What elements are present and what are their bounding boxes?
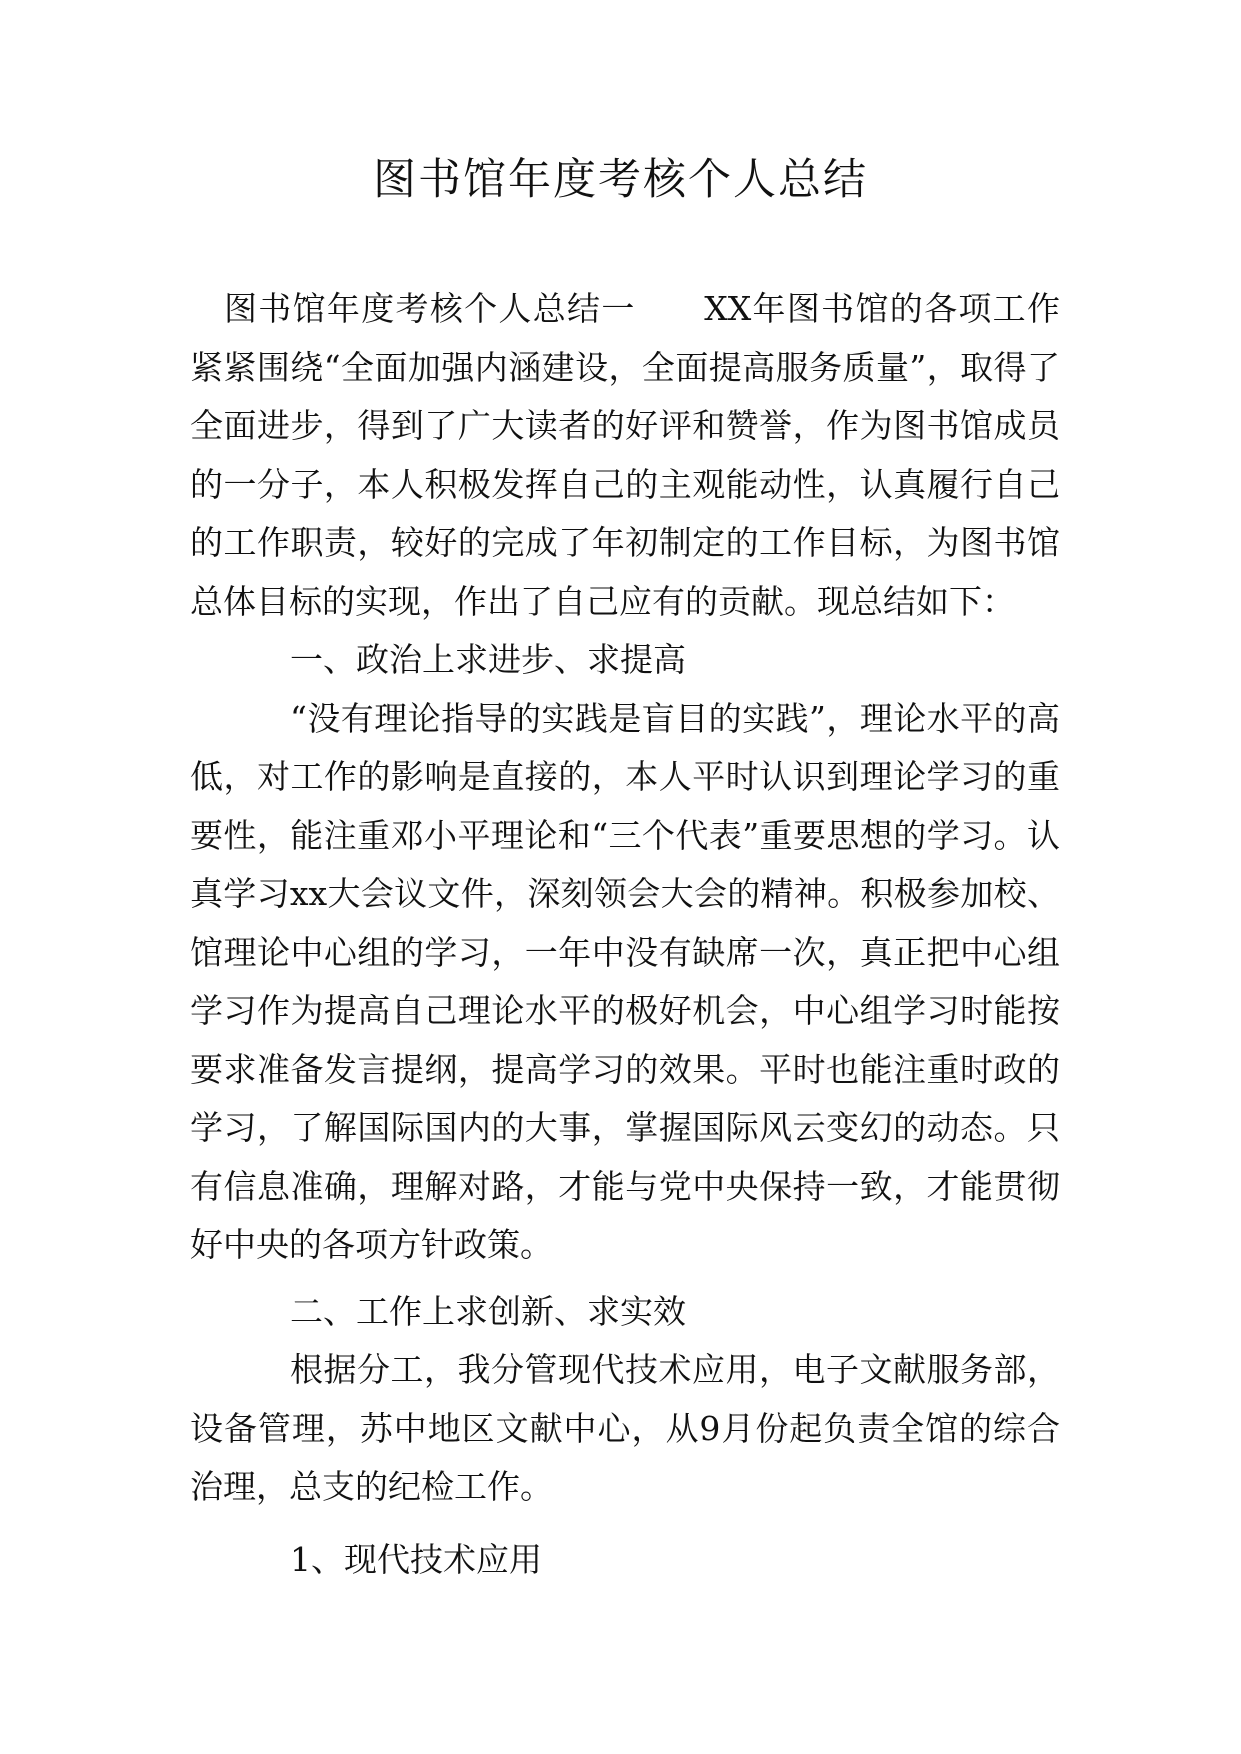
section-heading-politics: 一、政治上求进步、求提高 xyxy=(290,640,686,679)
subsection-heading-tech: 1、现代技术应用 xyxy=(290,1539,542,1579)
document-title: 图书馆年度考核个人总结 xyxy=(373,155,868,205)
section-body-work: 根据分工，我分管现代技术应用，电子文献服务部，设备管理，苏中地区文献中心，从9月份起负责全馆的综合治理，总支的纪检工作。 xyxy=(190,1350,1060,1506)
section-body-politics: “没有理论指导的实践是盲目的实践”，理论水平的高低，对工作的影响是直接的，本人平时认识到理论学习的重要性，能注重邓小平理论和“三个代表”重要思想的学习。认真学习xx大会议文件，深刻领会大会的精神。积极参加校、馆理论中心组的学习，一年中没有缺席一次，真正把中心组学习作为提高自己理论水平的极好机会，中心组学习时能按要求准备发言提纲，提高学习的效果。平时也能注重时政的学习，了解国际国内的大事，掌握国际风云变幻的动态。只有信息准确，理解对路，才能与党中央保持一致，才能贯彻好中央的各项方针政策。 xyxy=(190,698,1060,1264)
document-body xyxy=(190,280,1060,1589)
intro-paragraph: 图书馆年度考核个人总结一 XX年图书馆的各项工作紧紧围绕“全面加强内涵建设，全面提高服务质量”，取得了全面进步，得到了广大读者的好评和赞誉，作为图书馆成员的一分子，本人积极发挥自己的主观能动性，认真履行自己的工作职责，较好的完成了年初制定的工作目标，为图书馆总体目标的实现，作出了自己应有的贡献。现总结如下： xyxy=(190,289,1060,621)
section-heading-work: 二、工作上求创新、求实效 xyxy=(290,1291,686,1331)
